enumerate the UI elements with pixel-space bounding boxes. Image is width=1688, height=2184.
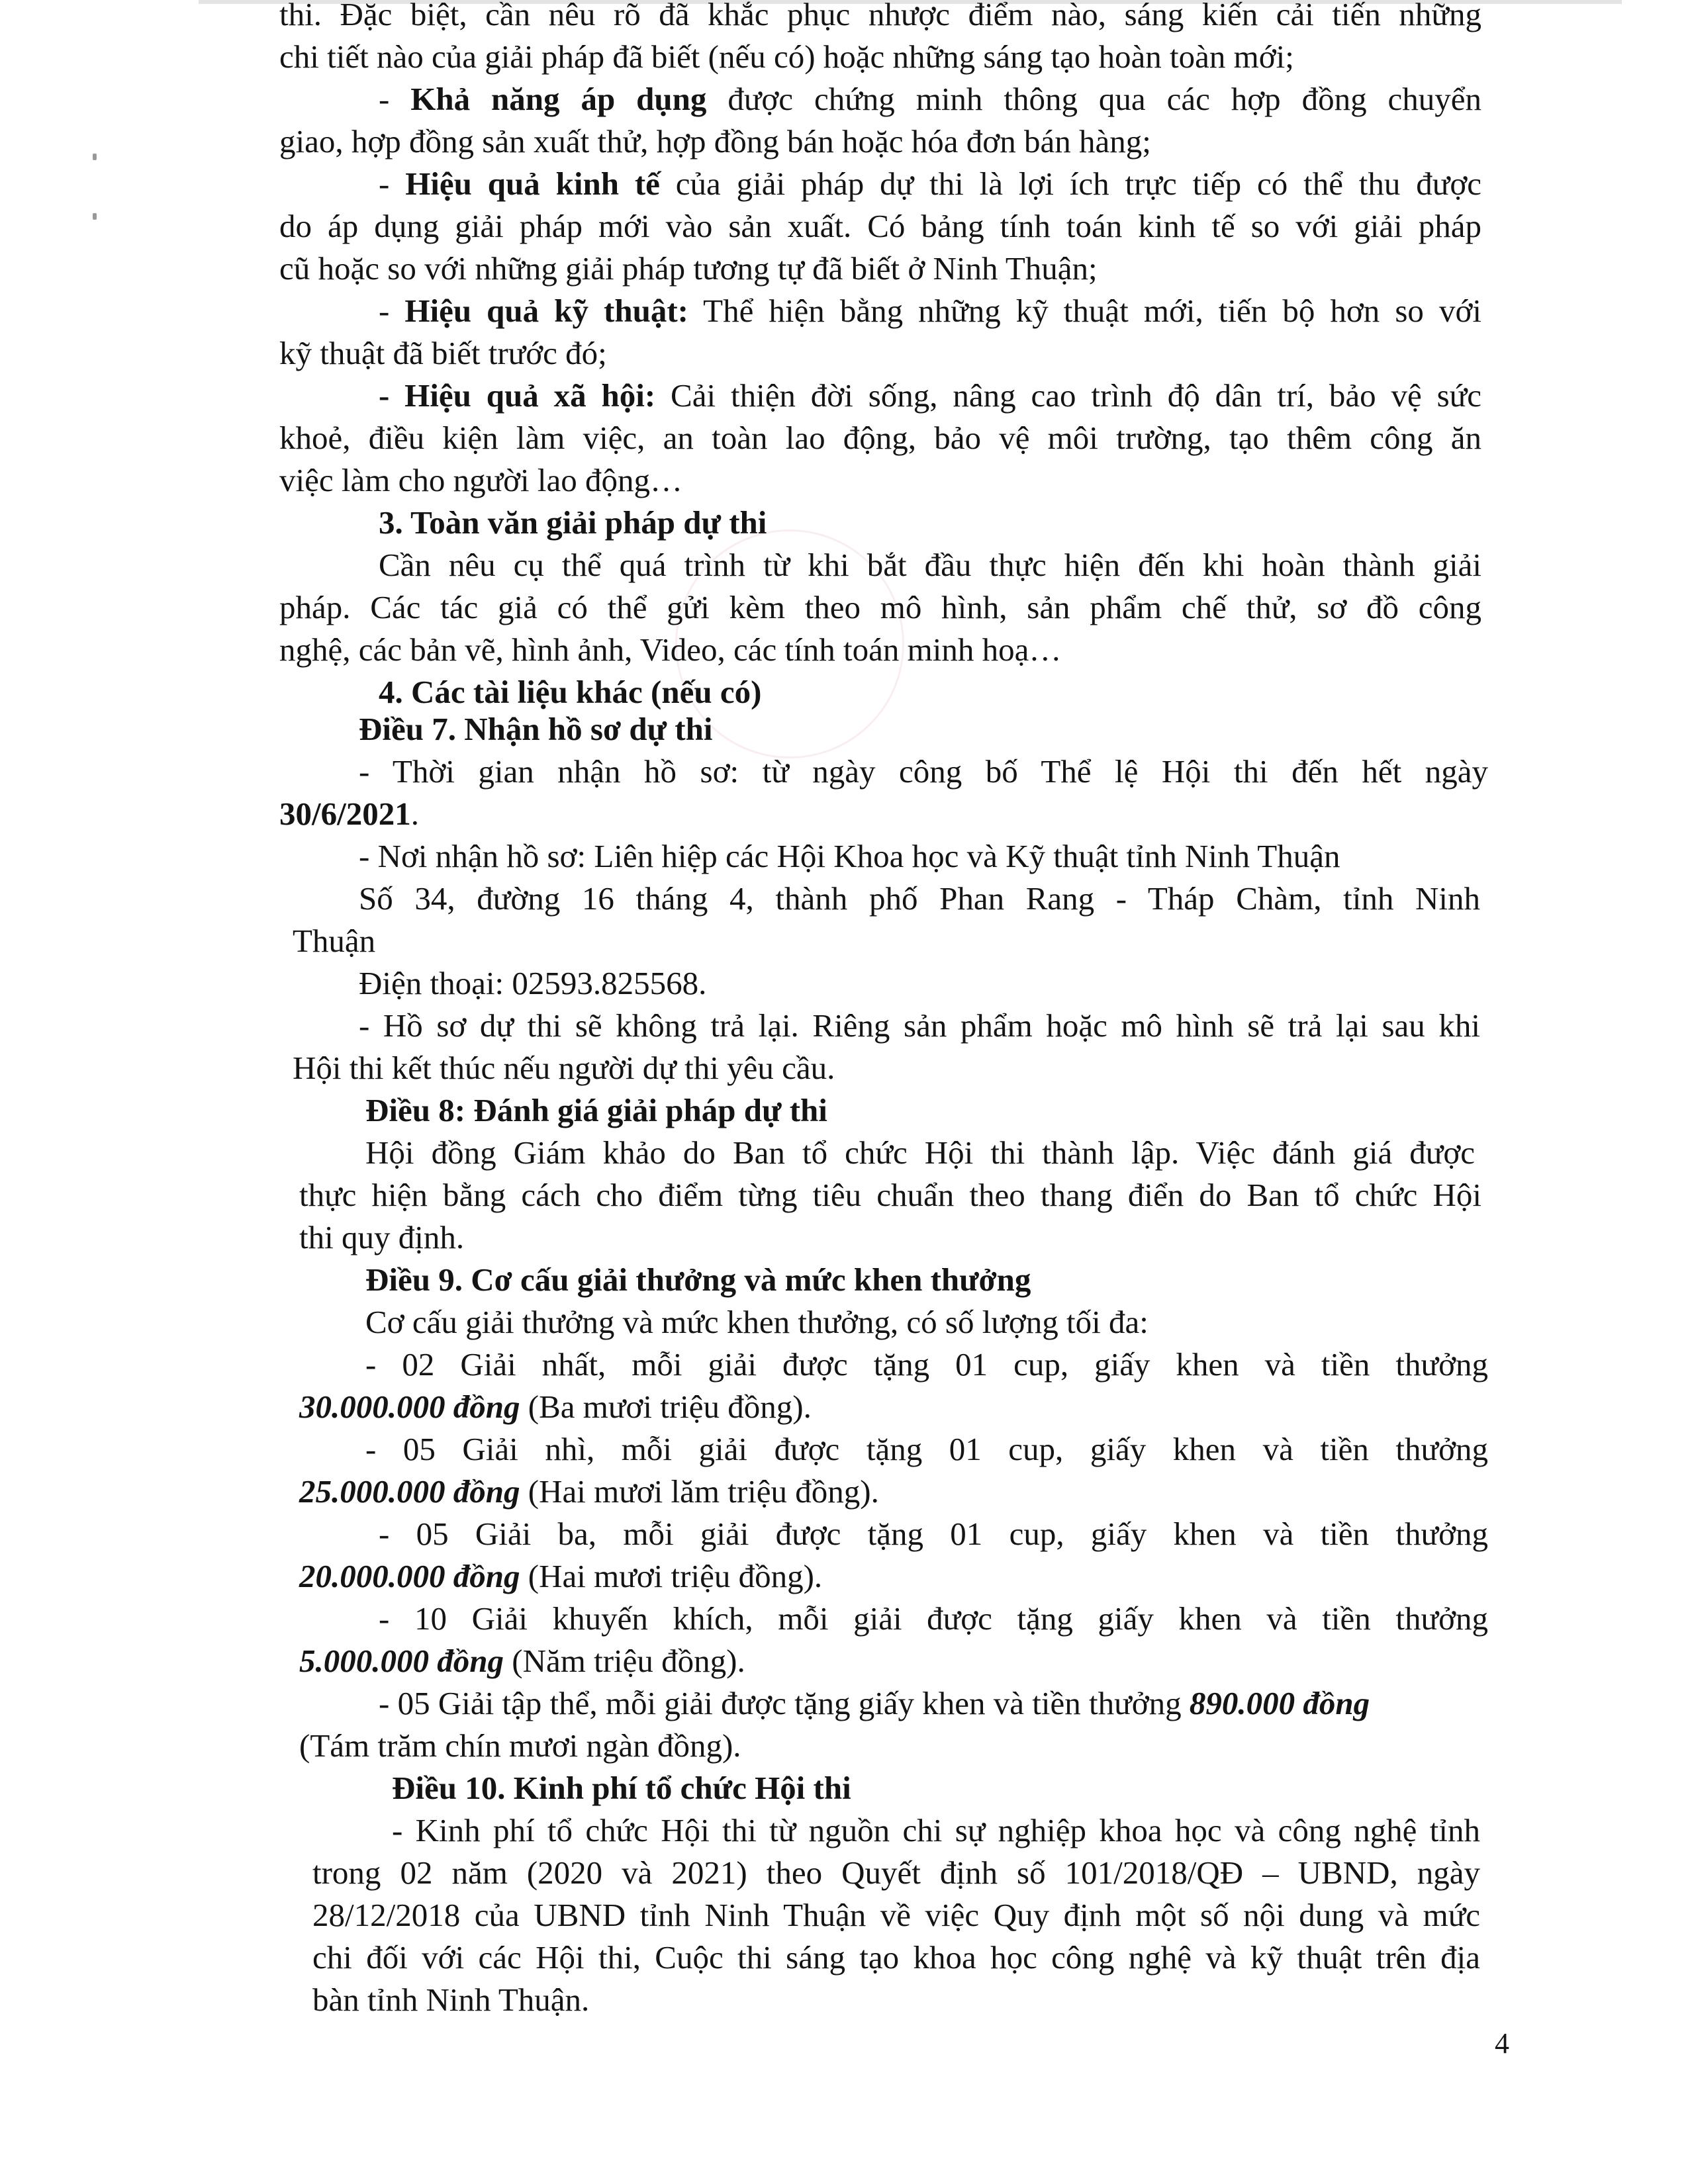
bold-label: Hiệu quả kỹ thuật: — [404, 293, 688, 329]
prize-line: - 02 Giải nhất, mỗi giải được tặng 01 cup, giấy khen và tiền thưởng — [365, 1346, 1488, 1383]
text-line: (Tám trăm chín mươi ngàn đồng). — [299, 1727, 741, 1764]
heading-text: 3. Toàn văn giải pháp dự thi — [379, 504, 767, 541]
section-4-heading — [279, 671, 1481, 713]
prize-words: (Ba mươi triệu đồng). — [520, 1388, 812, 1425]
text-line: giao, hợp đồng sản xuất thử, hợp đồng bán hoặc hóa đơn bán hàng; — [279, 123, 1151, 159]
prize-words: (Năm triệu đồng). — [504, 1643, 745, 1679]
prize-amount-line — [279, 1471, 1488, 1513]
text-run: Cải thiện đời sống, nâng cao trình độ dân trí, bảo vệ sức — [655, 377, 1481, 414]
text-run: . — [410, 796, 419, 832]
text-line: Cơ cấu giải thưởng và mức khen thưởng, có số lượng tối đa: — [365, 1304, 1149, 1340]
text-line: chi tiết nào của giải pháp đã biết (nếu có) hoặc những sáng tạo hoàn toàn mới; — [279, 38, 1294, 75]
deadline-date: 30/6/2021 — [279, 796, 411, 832]
bold-label: Hiệu quả kinh tế — [405, 165, 660, 202]
prize-line: - 05 Giải nhì, mỗi giải được tặng 01 cup, giấy khen và tiền thưởng — [365, 1431, 1488, 1467]
text-line: - Thời gian nhận hồ sơ: từ ngày công bố Thể lệ Hội thi đến hết ngày — [359, 753, 1488, 790]
text-line: chi đối với các Hội thi, Cuộc thi sáng tạo khoa học công nghệ và kỹ thuật trên địa — [312, 1939, 1480, 1976]
prize-amount: 25.000.000 đồng — [299, 1473, 520, 1510]
text-line: khoẻ, điều kiện làm việc, an toàn lao động, bảo vệ môi trường, tạo thêm công ăn — [279, 420, 1481, 456]
text-run: Thể hiện bằng những kỹ thuật mới, tiến bộ hơn so với — [688, 293, 1482, 329]
text-line: do áp dụng giải pháp mới vào sản xuất. Có bảng tính toán kinh tế so với giải pháp — [279, 208, 1481, 244]
text-line: nghệ, các bản vẽ, hình ảnh, Video, các tính toán minh hoạ… — [279, 631, 1062, 668]
hq-xa-hoi-line — [279, 375, 1481, 417]
text-run: của giải pháp dự thi là lợi ích trực tiếp có thể thu được — [659, 165, 1481, 202]
prize-amount-line — [279, 1555, 1488, 1598]
dieu-10-heading — [279, 1767, 1488, 1809]
prize-amount-line — [279, 1640, 1488, 1682]
heading-text: Điều 10. Kinh phí tổ chức Hội thi — [392, 1770, 851, 1806]
text-run: được chứng minh thông qua các hợp đồng chuyển — [706, 81, 1481, 117]
prize-line: - 05 Giải ba, mỗi giải được tặng 01 cup, giấy khen và tiền thưởng — [379, 1516, 1488, 1552]
bold-label: Khả năng áp dụng — [410, 81, 707, 117]
text-run: - 05 Giải tập thể, mỗi giải được tặng giấy khen và tiền thưởng — [379, 1685, 1190, 1721]
prize-line: - 10 Giải khuyến khích, mỗi giải được tặng giấy khen và tiền thưởng — [379, 1600, 1488, 1637]
text-line: pháp. Các tác giả có thể gửi kèm theo mô hình, sản phẩm chế thử, sơ đồ công — [279, 589, 1481, 625]
text-line: - Nơi nhận hồ sơ: Liên hiệp các Hội Khoa học và Kỹ thuật tỉnh Ninh Thuận — [359, 838, 1340, 874]
dash: - — [379, 165, 406, 202]
text-line: thi. Đặc biệt, cần nêu rõ đã khắc phục nhược điểm nào, sáng kiến cải tiến những — [279, 0, 1481, 32]
dieu-9-heading — [279, 1259, 1488, 1301]
text-line: việc làm cho người lao động… — [279, 462, 683, 498]
text-line: Cần nêu cụ thể quá trình từ khi bắt đầu thực hiện đến khi hoàn thành giải — [379, 547, 1481, 583]
scan-speck — [93, 154, 97, 160]
bold-label: - Hiệu quả xã hội: — [379, 377, 656, 414]
text-line: - Hồ sơ dự thi sẽ không trả lại. Riêng sản phẩm hoặc mô hình sẽ trả lại sau khi — [359, 1007, 1480, 1044]
articles-block — [279, 708, 1488, 2021]
prize-amount: 890.000 đồng — [1189, 1685, 1370, 1721]
heading-text: Điều 9. Cơ cấu giải thưởng và mức khen thưởng — [365, 1261, 1031, 1298]
scan-speck — [93, 213, 97, 220]
dieu-8-heading — [279, 1089, 1488, 1132]
text-line: Hội thi kết thúc nếu người dự thi yêu cầu. — [293, 1050, 835, 1086]
criteria-block — [279, 0, 1481, 713]
prize-amount-line — [279, 1386, 1488, 1428]
text-line: kỹ thuật đã biết trước đó; — [279, 335, 607, 371]
dash: - — [379, 81, 411, 117]
address-line: Số 34, đường 16 tháng 4, thành phố Phan Rang - Tháp Chàm, tỉnh Ninh — [359, 880, 1480, 917]
hq-kinh-te-line — [279, 163, 1481, 205]
prize-amount: 20.000.000 đồng — [299, 1558, 520, 1594]
prize-words: (Hai mươi lăm triệu đồng). — [520, 1473, 879, 1510]
heading-text: Điều 7. Nhận hồ sơ dự thi — [359, 711, 713, 747]
text-line: Hội đồng Giám khảo do Ban tổ chức Hội thi thành lập. Việc đánh giá được — [365, 1134, 1475, 1171]
dieu-7-heading — [279, 708, 1488, 751]
section-3-heading — [279, 502, 1481, 544]
phone-line: Điện thoại: 02593.825568. — [359, 965, 707, 1001]
text-line: - Kinh phí tổ chức Hội thi từ nguồn chi sự nghiệp khoa học và công nghệ tỉnh — [392, 1812, 1480, 1848]
text-line: trong 02 năm (2020 và 2021) theo Quyết định số 101/2018/QĐ – UBND, ngày — [312, 1854, 1480, 1891]
collective-prize-line — [279, 1682, 1488, 1725]
text-line: 28/12/2018 của UBND tỉnh Ninh Thuận về việc Quy định một số nội dung và mức — [312, 1897, 1480, 1933]
kha-nang-line — [279, 78, 1481, 120]
text-line: cũ hoặc so với những giải pháp tương tự đã biết ở Ninh Thuận; — [279, 250, 1098, 287]
hq-ky-thuat-line — [279, 290, 1481, 332]
heading-text: Điều 8: Đánh giá giải pháp dự thi — [365, 1092, 827, 1128]
dash: - — [379, 293, 405, 329]
prize-amount: 30.000.000 đồng — [299, 1388, 520, 1425]
text-line: bàn tỉnh Ninh Thuận. — [312, 1981, 590, 2018]
prize-amount: 5.000.000 đồng — [299, 1643, 504, 1679]
heading-text: 4. Các tài liệu khác (nếu có) — [379, 674, 762, 710]
text-line: thi quy định. — [299, 1219, 465, 1255]
page-number: 4 — [1495, 2027, 1509, 2060]
text-line: Thuận — [293, 923, 376, 959]
prize-words: (Hai mươi triệu đồng). — [520, 1558, 823, 1594]
text-line: thực hiện bằng cách cho điểm từng tiêu chuẩn theo thang điển do Ban tổ chức Hội — [299, 1177, 1481, 1213]
deadline-line — [279, 793, 1488, 835]
